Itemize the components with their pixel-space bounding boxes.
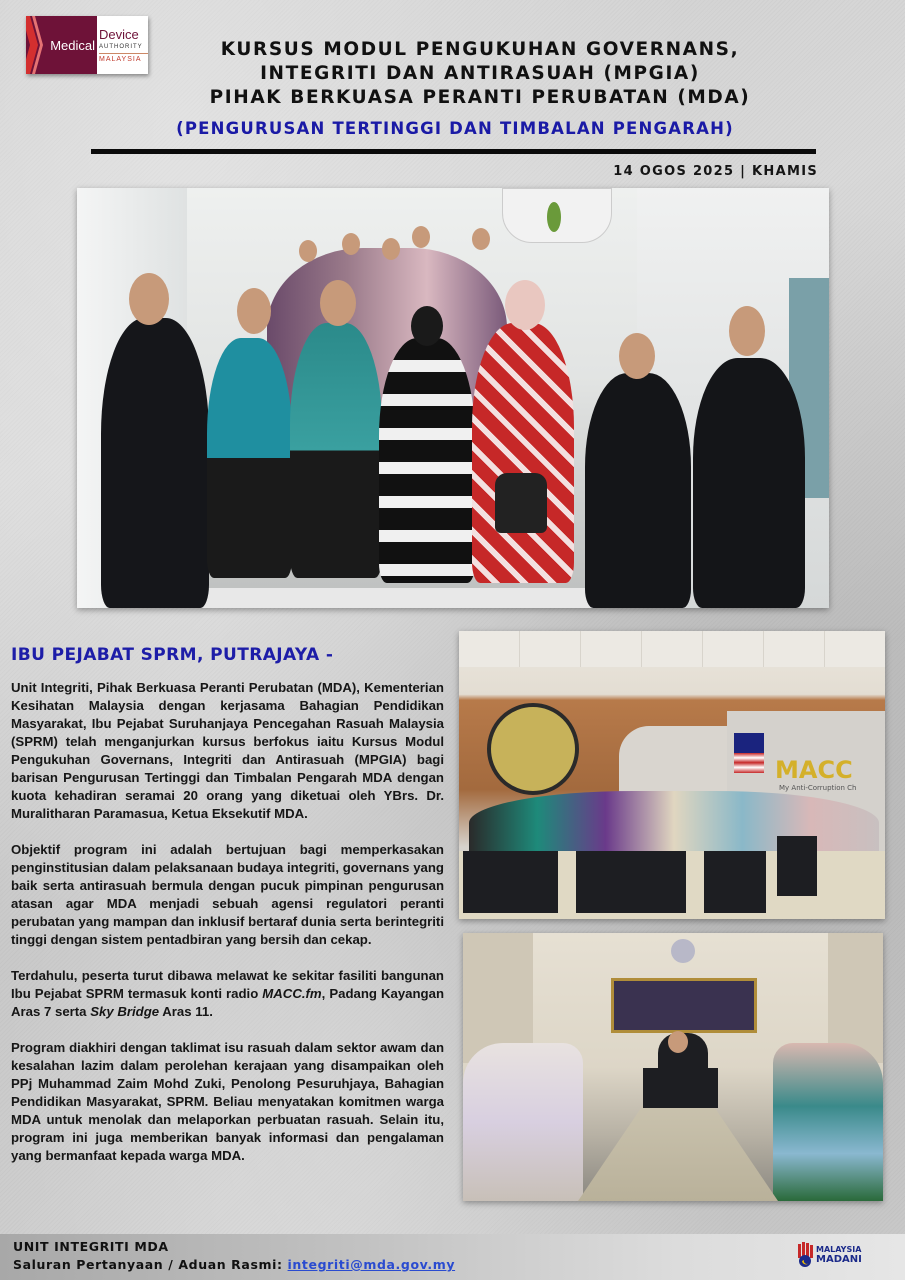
madani-line-2: MADANI bbox=[816, 1254, 862, 1265]
visit-text-b: , Padang Kayangan Aras 7 serta bbox=[11, 986, 445, 1019]
visit-text-macc-fm: MACC.fm bbox=[262, 986, 322, 1001]
person-red-dress bbox=[472, 323, 574, 583]
paragraph-visit bbox=[11, 967, 444, 1021]
header-divider bbox=[91, 149, 816, 154]
mda-logo bbox=[26, 16, 148, 74]
framed-calligraphy bbox=[611, 978, 757, 1033]
attendees-right bbox=[773, 1043, 883, 1201]
footer-contact bbox=[13, 1257, 455, 1272]
madani-hand-icon bbox=[796, 1242, 814, 1268]
page-title bbox=[160, 38, 800, 110]
sprm-emblem-icon bbox=[487, 703, 579, 795]
person-uniform bbox=[585, 373, 691, 608]
paragraph-closing: Program diakhiri dengan taklimat isu rasuah dalam sektor awam dan kesalahan lazim dalam perolehan kerajaan yang disampaikan oleh PPj Muhammad Zaim Mohd Zuki, Penolong Pesuruhjaya, Bahagian Pendidikan Masyarakat, SPRM. Beliau menyatakan komitmen warga MDA untuk menolak dan melaporkan perbuatan rasuah. Selain itu, program ini juga memberikan banyak informasi dan pengalaman yang bermanfaat kepada warga MDA. bbox=[11, 1040, 444, 1163]
visit-text-sky-bridge: Sky Bridge bbox=[90, 1004, 160, 1019]
malaysia-madani-logo bbox=[796, 1241, 876, 1269]
footer bbox=[0, 1234, 905, 1280]
monitor bbox=[463, 851, 558, 913]
person-head bbox=[412, 226, 430, 248]
photo-floor bbox=[167, 588, 647, 608]
logo-text-authority: AUTHORITY bbox=[99, 43, 143, 50]
plant-icon bbox=[547, 202, 561, 232]
visit-text-a: Terdahulu, peserta turut dibawa melawat ke sekitar fasiliti bangunan Ibu Pejabat SPRM termasuk konti radio bbox=[11, 968, 444, 1001]
footer-email-link[interactable]: integriti@mda.gov.my bbox=[287, 1257, 456, 1272]
person-uniform bbox=[101, 318, 209, 608]
monitor bbox=[643, 1068, 718, 1108]
madani-line-1: MALAYSIA bbox=[816, 1245, 862, 1254]
mda-logo-right-panel bbox=[97, 16, 148, 74]
visit-text-c: Aras 11. bbox=[159, 1004, 213, 1019]
monitor bbox=[576, 851, 686, 913]
person-uniform bbox=[693, 358, 805, 608]
person-hijab bbox=[505, 280, 545, 330]
person-head bbox=[299, 240, 317, 262]
event-date: 14 OGOS 2025 | KHAMIS bbox=[613, 164, 818, 179]
person-head bbox=[729, 306, 765, 356]
logo-text-malaysia: MALAYSIA bbox=[99, 53, 148, 63]
title-line-2: INTEGRITI DAN ANTIRASUAH (MPGIA) bbox=[260, 63, 700, 84]
macc-sign-sub: My Anti-Corruption Ch bbox=[779, 784, 857, 792]
mda-logo-left-panel bbox=[26, 16, 97, 74]
group-photo bbox=[77, 188, 829, 608]
paragraph-intro: Unit Integriti, Pihak Berkuasa Peranti Perubatan (MDA), Kementerian Kesihatan Malaysia dengan kerjasama Bahagian Pendidikan Masyarakat, Ibu Pejabat Suruhanjaya Pencegahan Rasuah Malaysia (SPRM) telah menganjurkan kursus berfokus iaitu Kursus Modul Pengukuhan Governans, Integriti dan Antirasuah (MPGIA) bagi barisan Pengurusan Tertinggi dan Timbalan Pengarah MDA dengan kuota kehadiran seramai 20 orang yang diketuai oleh YBrs. Dr. Muralitharan Paramasua, Ketua Eksekutif MDA. bbox=[11, 680, 444, 821]
title-line-1: KURSUS MODUL PENGUKUHAN GOVERNANS, bbox=[220, 39, 740, 60]
person-head bbox=[382, 238, 400, 260]
photo-ceiling bbox=[459, 631, 885, 667]
person-head bbox=[129, 273, 169, 325]
person-head bbox=[472, 228, 490, 250]
monitor bbox=[777, 836, 817, 896]
malaysia-flag-icon bbox=[734, 733, 764, 773]
person-head bbox=[237, 288, 271, 334]
page-subtitle: (PENGURUSAN TERTINGGI DAN TIMBALAN PENGARAH) bbox=[176, 119, 734, 138]
emblem-icon bbox=[671, 939, 695, 963]
chevron-stripes-icon bbox=[26, 16, 44, 74]
section-heading: IBU PEJABAT SPRM, PUTRAJAYA - bbox=[11, 645, 334, 665]
person-teal-shirt bbox=[207, 338, 292, 578]
monitor bbox=[704, 851, 766, 913]
person-head bbox=[320, 280, 356, 326]
title-line-3: PIHAK BERKUASA PERANTI PERUBATAN (MDA) bbox=[209, 87, 751, 108]
person-hijab bbox=[411, 306, 443, 346]
logo-text-device: Device bbox=[99, 26, 139, 42]
footer-unit-name: UNIT INTEGRITI MDA bbox=[13, 1239, 169, 1254]
attendees-left bbox=[463, 1043, 583, 1201]
paragraph-objective: Objektif program ini adalah bertujuan bagi memperkasakan penginstitusian dalam pelaksanaan budaya integriti, governans yang baik serta antirasuah bermula dengan pucuk pimpinan pengurusan atasan agar MDA menjadi sebuah agensi regulatori peranti perubatan yang mampan dan inklusif bertaraf dunia serta berintegriti tinggi dengan sistem pentadbiran yang bersih dan cekap. bbox=[11, 842, 444, 947]
footer-contact-label: Saluran Pertanyaan / Aduan Rasmi: bbox=[13, 1257, 288, 1272]
macc-sign: MACC bbox=[775, 756, 853, 784]
meeting-room-photo bbox=[463, 933, 883, 1201]
person-batik-shirt bbox=[290, 323, 382, 578]
handbag bbox=[495, 473, 547, 533]
person-black-white-dress bbox=[379, 338, 475, 583]
person-head bbox=[619, 333, 655, 379]
article-body bbox=[11, 679, 444, 1183]
person-head bbox=[342, 233, 360, 255]
logo-text-medical: Medical bbox=[50, 37, 95, 53]
macc-radio-photo bbox=[459, 631, 885, 919]
person-head bbox=[668, 1031, 688, 1053]
